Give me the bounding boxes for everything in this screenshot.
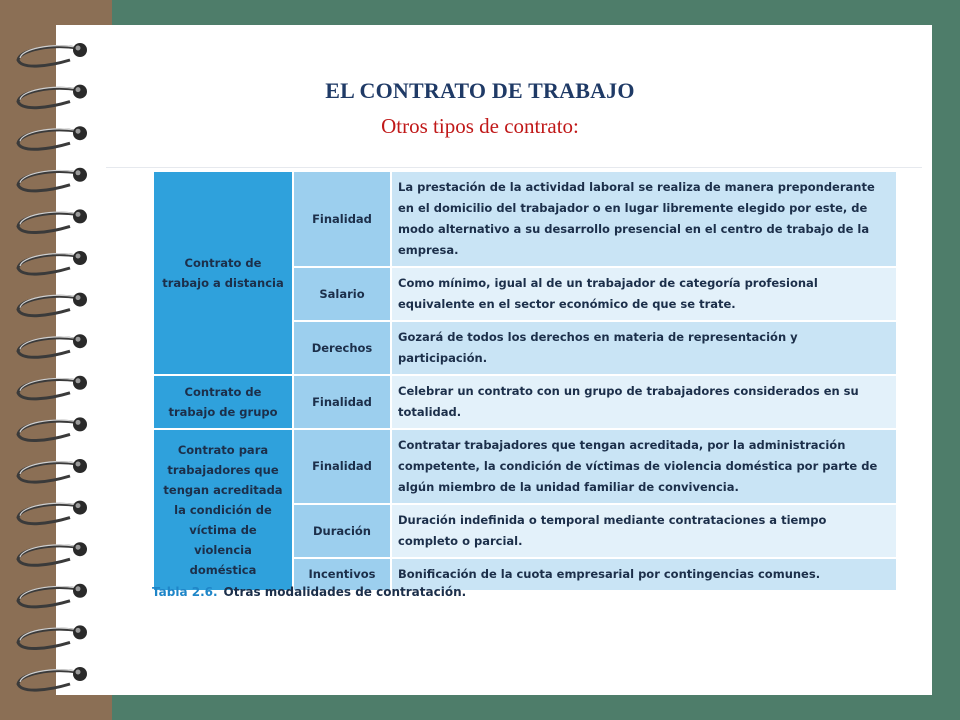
- spiral-ring: [18, 334, 87, 357]
- spiral-ring: [18, 126, 87, 149]
- group-cell: Contrato de trabajo a distancia: [153, 171, 293, 375]
- description-cell: Duración indefinida o temporal mediante contrataciones a tiempo completo o parcial.: [391, 504, 897, 558]
- spiral-ring: [18, 667, 87, 690]
- spiral-ring: [18, 43, 87, 66]
- caption-text: Otras modalidades de contratación.: [223, 585, 467, 599]
- spiral-ring: [18, 251, 87, 274]
- spiral-binding: [0, 0, 120, 720]
- description-cell: Celebrar un contrato con un grupo de trabajadores considerados en su totalidad.: [391, 375, 897, 429]
- table-row: [153, 429, 897, 504]
- description-cell: Bonificación de la cuota empresarial por contingencias comunes.: [391, 558, 897, 591]
- description-cell: Gozará de todos los derechos en materia de representación y participación.: [391, 321, 897, 375]
- slide-subtitle: Otros tipos de contrato:: [381, 114, 579, 138]
- spiral-ring: [18, 625, 87, 648]
- group-cell: Contrato para trabajadores que tengan acreditada la condición de víctima de violencia doméstica: [153, 429, 293, 591]
- table-row: [153, 171, 897, 267]
- aspect-cell: Duración: [293, 504, 391, 558]
- group-cell: Contrato de trabajo de grupo: [153, 375, 293, 429]
- slide-title: EL CONTRATO DE TRABAJO: [325, 78, 635, 103]
- aspect-cell: Incentivos: [293, 558, 391, 591]
- description-cell: La prestación de la actividad laboral se realiza de manera preponderante en el domicilio del trabajador o en lugar libremente elegido por este, de modo alternativo a su desarrollo presencial en el centro de trabajo de la empresa.: [391, 171, 897, 267]
- spiral-ring: [18, 459, 87, 482]
- spiral-ring: [18, 168, 87, 191]
- divider: [106, 167, 922, 168]
- spiral-ring: [18, 584, 87, 607]
- aspect-cell: Finalidad: [293, 375, 391, 429]
- spiral-ring: [18, 85, 87, 108]
- spiral-ring: [18, 293, 87, 316]
- table-caption: [152, 585, 466, 599]
- spiral-ring: [18, 417, 87, 440]
- spiral-ring: [18, 376, 87, 399]
- aspect-cell: Salario: [293, 267, 391, 321]
- caption-label: Tabla 2.6.: [152, 585, 218, 599]
- aspect-cell: Finalidad: [293, 429, 391, 504]
- spiral-ring: [18, 542, 87, 565]
- description-cell: Contratar trabajadores que tengan acreditada, por la administración competente, la condición de víctimas de violencia doméstica por parte de algún miembro de la unidad familiar de convivencia.: [391, 429, 897, 504]
- spiral-ring: [18, 209, 87, 232]
- description-cell: Como mínimo, igual al de un trabajador de categoría profesional equivalente en el sector económico de que se trate.: [391, 267, 897, 321]
- table-row: [153, 375, 897, 429]
- aspect-cell: Derechos: [293, 321, 391, 375]
- aspect-cell: Finalidad: [293, 171, 391, 267]
- contract-types-table: [152, 170, 898, 592]
- spiral-ring: [18, 501, 87, 524]
